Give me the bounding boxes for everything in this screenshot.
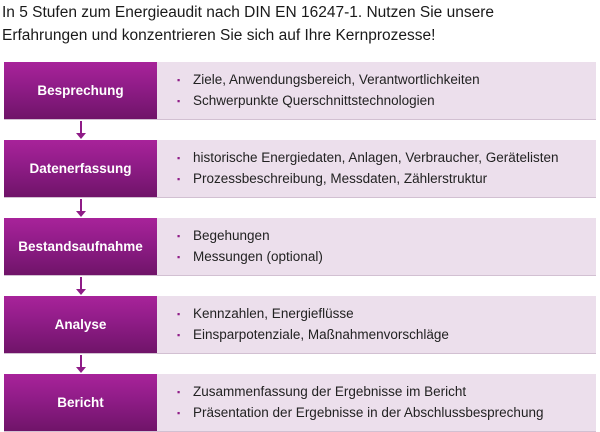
step-label: Bericht	[4, 374, 157, 431]
square-bullet-icon: ▪	[177, 407, 181, 418]
detail-text: Ziele, Anwendungsbereich, Verantwortlichkeiten	[193, 71, 480, 87]
down-arrow-icon	[75, 277, 87, 297]
step-label: Datenerfassung	[4, 140, 157, 197]
step-details	[157, 140, 596, 197]
detail-text: Begehungen	[193, 227, 270, 243]
step-details	[157, 374, 596, 431]
detail-text: historische Energiedaten, Anlagen, Verbraucher, Gerätelisten	[193, 149, 559, 165]
detail-item	[177, 325, 596, 346]
detail-item	[177, 148, 596, 169]
square-bullet-icon: ▪	[177, 173, 181, 184]
detail-item	[177, 382, 596, 403]
intro-text	[2, 1, 598, 47]
detail-item	[177, 226, 596, 247]
square-bullet-icon: ▪	[177, 251, 181, 262]
step-besprechung	[4, 62, 596, 120]
down-arrow-icon	[75, 121, 87, 141]
detail-item	[177, 247, 596, 268]
step-datenerfassung	[4, 140, 596, 198]
detail-text: Kennzahlen, Energieflüsse	[193, 305, 354, 321]
detail-item	[177, 91, 596, 112]
detail-text: Präsentation der Ergebnisse in der Abschlussbesprechung	[193, 404, 544, 420]
intro-line-2: Erfahrungen und konzentrieren Sie sich auf Ihre Kernprozesse!	[2, 27, 436, 44]
step-details	[157, 62, 596, 119]
square-bullet-icon: ▪	[177, 386, 181, 397]
step-label: Bestandsaufnahme	[4, 218, 157, 275]
detail-text: Schwerpunkte Querschnittstechnologien	[193, 92, 435, 108]
square-bullet-icon: ▪	[177, 329, 181, 340]
step-details	[157, 218, 596, 275]
detail-text: Prozessbeschreibung, Messdaten, Zählerstruktur	[193, 170, 488, 186]
square-bullet-icon: ▪	[177, 308, 181, 319]
down-arrow-icon	[75, 199, 87, 219]
square-bullet-icon: ▪	[177, 230, 181, 241]
down-arrow-icon	[75, 355, 87, 375]
step-label: Analyse	[4, 296, 157, 353]
detail-text: Messungen (optional)	[193, 248, 323, 264]
step-bericht	[4, 374, 596, 432]
square-bullet-icon: ▪	[177, 74, 181, 85]
square-bullet-icon: ▪	[177, 152, 181, 163]
detail-item	[177, 304, 596, 325]
detail-text: Zusammenfassung der Ergebnisse im Bericht	[193, 383, 467, 399]
intro-line-1: In 5 Stufen zum Energieaudit nach DIN EN 16247-1. Nutzen Sie unsere	[2, 4, 494, 21]
step-label: Besprechung	[4, 62, 157, 119]
square-bullet-icon: ▪	[177, 95, 181, 106]
detail-item	[177, 169, 596, 190]
step-details	[157, 296, 596, 353]
detail-text: Einsparpotenziale, Maßnahmenvorschläge	[193, 326, 449, 342]
step-bestandsaufnahme	[4, 218, 596, 276]
step-analyse	[4, 296, 596, 354]
detail-item	[177, 70, 596, 91]
detail-item	[177, 403, 596, 424]
